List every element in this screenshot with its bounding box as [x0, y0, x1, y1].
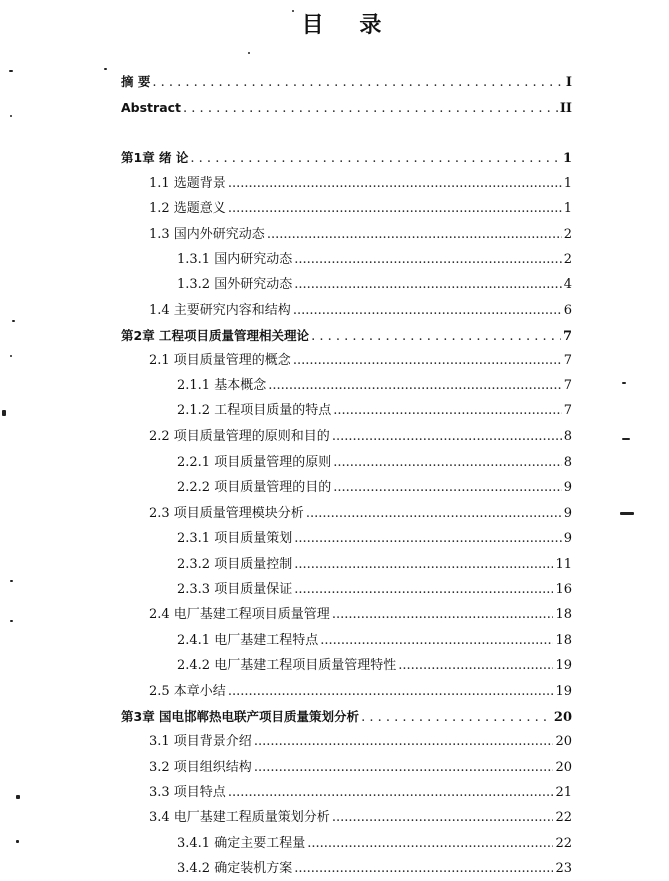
scan-speck	[10, 355, 12, 357]
toc-page-number: 20	[553, 710, 572, 725]
toc-dot-leader	[361, 710, 552, 726]
toc-page-number: 1	[562, 151, 572, 166]
toc-entry	[177, 252, 572, 268]
toc-page-number: 18	[555, 633, 572, 648]
toc-entry-label: 2.2.2 项目质量管理的目的	[177, 480, 332, 495]
toc-entry	[177, 557, 572, 573]
toc-dot-leader	[183, 101, 558, 117]
scan-speck	[16, 795, 20, 799]
toc-chapter-entry	[121, 328, 572, 345]
toc-dot-leader	[333, 480, 562, 496]
toc-entry	[177, 480, 572, 496]
toc-page-number: 8	[563, 429, 572, 444]
scan-speck	[104, 68, 107, 70]
toc-page-number: 20	[555, 734, 572, 749]
toc-entry-label: 2.3.2 项目质量控制	[177, 557, 293, 572]
scan-speck	[292, 10, 294, 12]
toc-dot-leader	[294, 861, 553, 877]
toc-entry-label: 3.3 项目特点	[149, 785, 226, 800]
toc-entry-label: 1.3.1 国内研究动态	[177, 252, 293, 267]
toc-entry-label: 3.4.2 确定装机方案	[177, 861, 293, 876]
toc-entry-label: 3.4 电厂基建工程质量策划分析	[149, 810, 330, 825]
toc-page-number: 16	[555, 582, 572, 597]
toc-page-number: 11	[555, 557, 572, 572]
toc-dot-leader	[333, 403, 562, 419]
toc-entry	[149, 176, 572, 192]
toc-dot-leader	[294, 531, 562, 547]
toc-entry	[149, 785, 572, 801]
toc-entry-label: 3.4.1 确定主要工程量	[177, 836, 306, 851]
toc-entry-label: 第1章 绪 论	[121, 150, 189, 165]
page-title: 目 录	[301, 13, 396, 38]
scan-speck	[10, 580, 13, 582]
toc-entry-label: 2.3.1 项目质量策划	[177, 531, 293, 546]
toc-entry	[149, 227, 572, 243]
toc-entry	[177, 403, 572, 419]
toc-page-number: 8	[563, 455, 572, 470]
toc-entry-label: 第3章 国电邯郸热电联产项目质量策划分析	[121, 709, 360, 724]
toc-entry-label: 2.3 项目质量管理模块分析	[149, 506, 304, 521]
toc-entry-label: 3.2 项目组织结构	[149, 760, 252, 775]
toc-page-number: 4	[563, 277, 572, 292]
toc-page-number: 21	[555, 785, 572, 800]
toc-page-number: I	[565, 75, 572, 90]
toc-entry	[177, 582, 572, 598]
toc-page-number: 2	[563, 252, 572, 267]
toc-page-number: 7	[562, 329, 572, 344]
toc-page-number: II	[559, 101, 572, 116]
toc-dot-leader	[398, 658, 553, 674]
toc-dot-leader	[332, 607, 554, 623]
scan-speck	[620, 512, 634, 515]
toc-dot-leader	[228, 201, 562, 217]
toc-dot-leader	[293, 303, 562, 319]
toc-page-number: 19	[555, 684, 572, 699]
toc-dot-leader	[268, 378, 562, 394]
toc-entry	[177, 277, 572, 293]
toc-entry-label: 1.3.2 国外研究动态	[177, 277, 293, 292]
toc-page-number: 23	[555, 861, 572, 876]
toc-entry-label: 2.4.2 电厂基建工程项目质量管理特性	[177, 658, 397, 673]
toc-dot-leader	[228, 176, 562, 192]
toc-entry-label: 1.4 主要研究内容和结构	[149, 303, 291, 318]
toc-entry	[149, 684, 572, 700]
toc-dot-leader	[293, 353, 562, 369]
toc-page-number: 7	[563, 378, 572, 393]
toc-entry-label: Abstract	[121, 100, 182, 115]
scan-speck	[9, 70, 13, 72]
toc-page-number: 7	[563, 403, 572, 418]
toc-dot-leader	[190, 151, 561, 167]
toc-page-number: 9	[563, 506, 572, 521]
scan-speck	[2, 410, 6, 416]
toc-entry-label: 1.2 选题意义	[149, 201, 226, 216]
toc-dot-leader	[267, 227, 562, 243]
toc-entry-label: 1.1 选题背景	[149, 176, 226, 191]
toc-dot-leader	[332, 429, 562, 445]
toc-entry	[149, 506, 572, 522]
toc-entry	[149, 760, 572, 776]
toc-entry	[149, 734, 572, 750]
toc-dot-leader	[320, 633, 553, 649]
scan-speck	[10, 620, 13, 622]
toc-page-number: 19	[555, 658, 572, 673]
toc-dot-leader	[332, 810, 554, 826]
toc-chapter-entry	[121, 100, 572, 117]
toc-entry-label: 2.1.2 工程项目质量的特点	[177, 403, 332, 418]
scan-speck	[248, 52, 250, 54]
toc-page-number: 1	[563, 201, 572, 216]
toc-page-number: 22	[555, 836, 572, 851]
toc-entry	[177, 455, 572, 471]
toc-page-number: 20	[555, 760, 572, 775]
toc-page-number: 6	[563, 303, 572, 318]
toc-entry-label: 摘 要	[121, 74, 151, 89]
toc-dot-leader	[228, 684, 554, 700]
toc-page-number: 1	[563, 176, 572, 191]
toc-entry-label: 2.4 电厂基建工程项目质量管理	[149, 607, 330, 622]
toc-dot-leader	[294, 557, 553, 573]
toc-entry	[149, 810, 572, 826]
toc-entry	[177, 633, 572, 649]
toc-dot-leader	[306, 506, 562, 522]
toc-entry	[177, 658, 572, 674]
toc-dot-leader	[294, 277, 562, 293]
toc-entry	[177, 531, 572, 547]
toc-entry-label: 1.3 国内外研究动态	[149, 227, 265, 242]
toc-entry	[177, 378, 572, 394]
scan-speck	[622, 438, 630, 440]
toc-page-number: 7	[563, 353, 572, 368]
toc-entry-label: 2.1 项目质量管理的概念	[149, 353, 291, 368]
toc-chapter-entry	[121, 709, 572, 726]
toc-entry	[177, 861, 572, 877]
toc-entry-label: 3.1 项目背景介绍	[149, 734, 252, 749]
toc-entry	[149, 303, 572, 319]
toc-entry-label: 2.5 本章小结	[149, 684, 226, 699]
toc-dot-leader	[294, 582, 553, 598]
toc-entry	[149, 353, 572, 369]
toc-page-number: 18	[555, 607, 572, 622]
toc-entry	[149, 429, 572, 445]
toc-page-number: 9	[563, 480, 572, 495]
toc-page-number: 22	[555, 810, 572, 825]
toc-entry-label: 第2章 工程项目质量管理相关理论	[121, 328, 310, 343]
scan-speck	[12, 320, 15, 322]
toc-chapter-entry	[121, 74, 572, 91]
scan-speck	[10, 115, 12, 117]
toc-entry-label: 2.4.1 电厂基建工程特点	[177, 633, 319, 648]
toc-entry	[149, 201, 572, 217]
toc-dot-leader	[254, 760, 554, 776]
toc-entry-label: 2.1.1 基本概念	[177, 378, 267, 393]
toc-dot-leader	[228, 785, 554, 801]
toc-dot-leader	[294, 252, 562, 268]
toc-entry-label: 2.3.3 项目质量保证	[177, 582, 293, 597]
toc-page-number: 9	[563, 531, 572, 546]
toc-entry	[149, 607, 572, 623]
toc-dot-leader	[311, 329, 561, 345]
toc-entry-label: 2.2.1 项目质量管理的原则	[177, 455, 332, 470]
toc-entry	[177, 836, 572, 852]
toc-entry-label: 2.2 项目质量管理的原则和目的	[149, 429, 330, 444]
toc-dot-leader	[307, 836, 553, 852]
toc-dot-leader	[333, 455, 562, 471]
toc-chapter-entry	[121, 150, 572, 167]
scan-speck	[622, 382, 626, 384]
toc-dot-leader	[152, 75, 564, 91]
scan-speck	[16, 840, 19, 843]
toc-page-number: 2	[563, 227, 572, 242]
toc-dot-leader	[254, 734, 554, 750]
